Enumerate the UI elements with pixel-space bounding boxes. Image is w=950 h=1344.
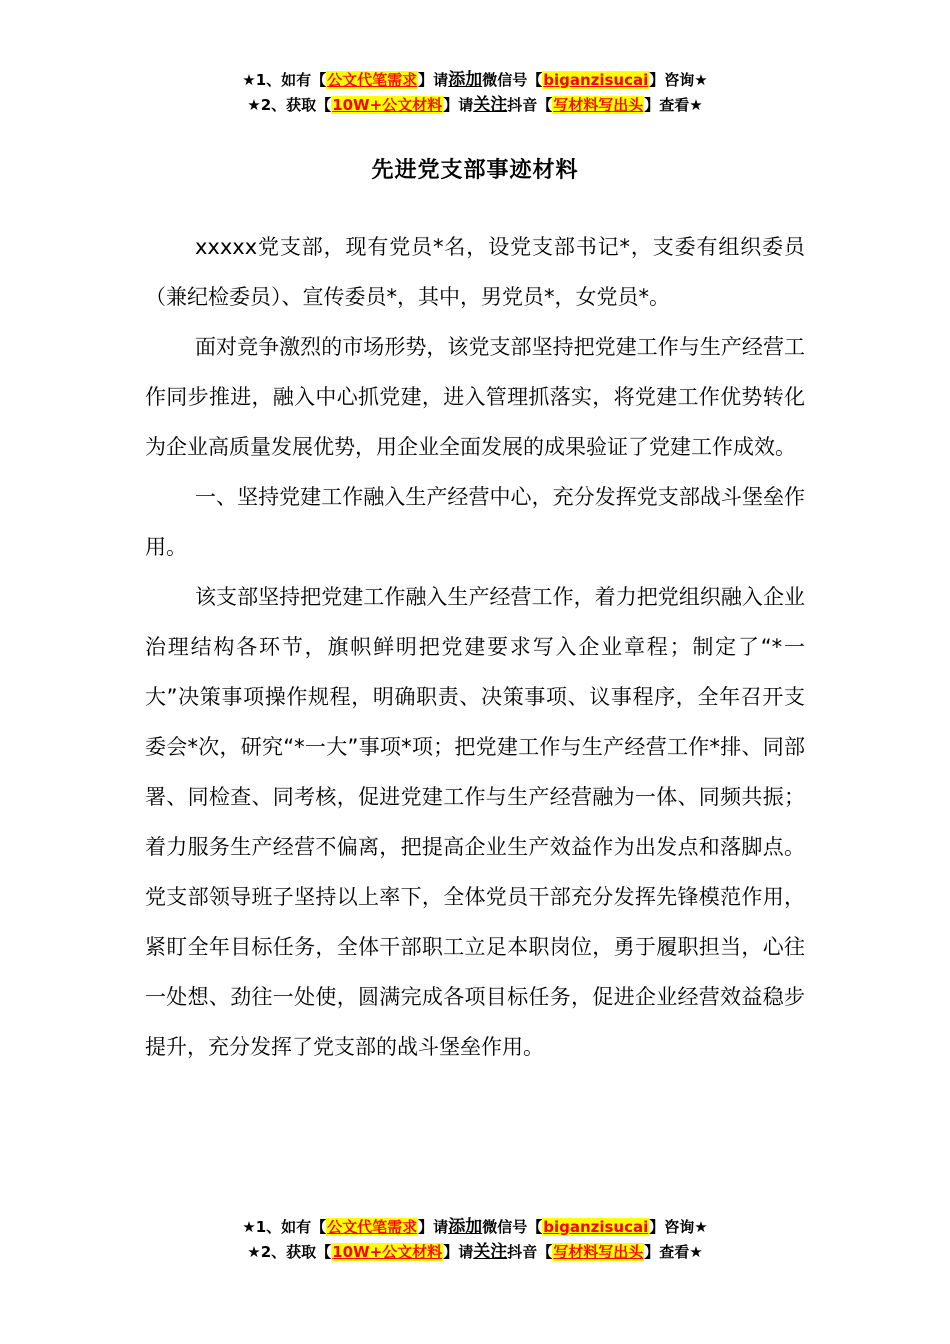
promo-line-2: ★2、获取【10W+公文材料】请关注抖音【写材料写出头】查看★ <box>247 95 703 115</box>
promo-highlight-douyin-id: 写材料写出头 <box>553 1243 644 1261</box>
paragraph-intro: xxxxx党支部，现有党员*名，设党支部书记*，支委有组织委员（兼纪检委员）、宣传委员*，其中，男党员*，女党员*。 <box>145 235 805 309</box>
promo-emphasis-follow: 关注 <box>473 95 508 115</box>
footer-promo-banner <box>0 1215 950 1265</box>
promo-emphasis-add: 添加 <box>448 1217 483 1237</box>
paragraph-section-1: 该支部坚持把党建工作融入生产经营工作，着力把党组织融入企业治理结构各环节，旗帜鲜明把党建要求写入企业章程；制定了“*一大”决策事项操作规程，明确职责、决策事项、议事程序，全年召开支委会*次，研究“*一大”事项*项；把党建工作与生产经营工作*排、同部署、同检查、同考核，促进党建工作与生产经营融为一体、同频共振；着力服务生产经营不偏离，把提高企业生产效益作为出发点和落脚点。党支部领导班子坚持以上率下，全体党员干部充分发挥先锋模范作用，紧盯全年目标任务，全体干部职工立足本职岗位，勇于履职担当，心往一处想、劲往一处使，圆满完成各项目标任务，促进企业经营效益稳步提升，充分发挥了党支部的战斗堡垒作用。 <box>145 585 805 1059</box>
promo-line-1: ★1、如有【公文代笔需求】请添加微信号【biganzisucai】咨询★ <box>242 70 708 90</box>
promo-line-2: ★2、获取【10W+公文材料】请关注抖音【写材料写出头】查看★ <box>247 1242 703 1262</box>
promo-highlight-ghostwriting: 公文代笔需求 <box>327 71 418 89</box>
document-body <box>145 222 805 1072</box>
promo-emphasis-add: 添加 <box>448 70 483 90</box>
section-heading-1: 一、坚持党建工作融入生产经营中心，充分发挥党支部战斗堡垒作用。 <box>145 485 805 559</box>
promo-emphasis-follow: 关注 <box>473 1242 508 1262</box>
promo-highlight-douyin-id: 写材料写出头 <box>553 96 644 114</box>
header-promo-banner <box>0 68 950 118</box>
promo-highlight-ghostwriting: 公文代笔需求 <box>327 1218 418 1236</box>
promo-highlight-wechat-id: biganzisucai <box>543 1218 649 1236</box>
paragraph-overview: 面对竞争激烈的市场形势，该党支部坚持把党建工作与生产经营工作同步推进，融入中心抓党建，进入管理抓落实，将党建工作优势转化为企业高质量发展优势，用企业全面发展的成果验证了党建工作成效。 <box>145 335 805 459</box>
promo-highlight-wechat-id: biganzisucai <box>543 71 649 89</box>
document-title: 先进党支部事迹材料 <box>371 158 579 183</box>
promo-highlight-materials: 10W+公文材料 <box>332 1243 443 1261</box>
promo-line-1: ★1、如有【公文代笔需求】请添加微信号【biganzisucai】咨询★ <box>242 1217 708 1237</box>
promo-highlight-materials: 10W+公文材料 <box>332 96 443 114</box>
